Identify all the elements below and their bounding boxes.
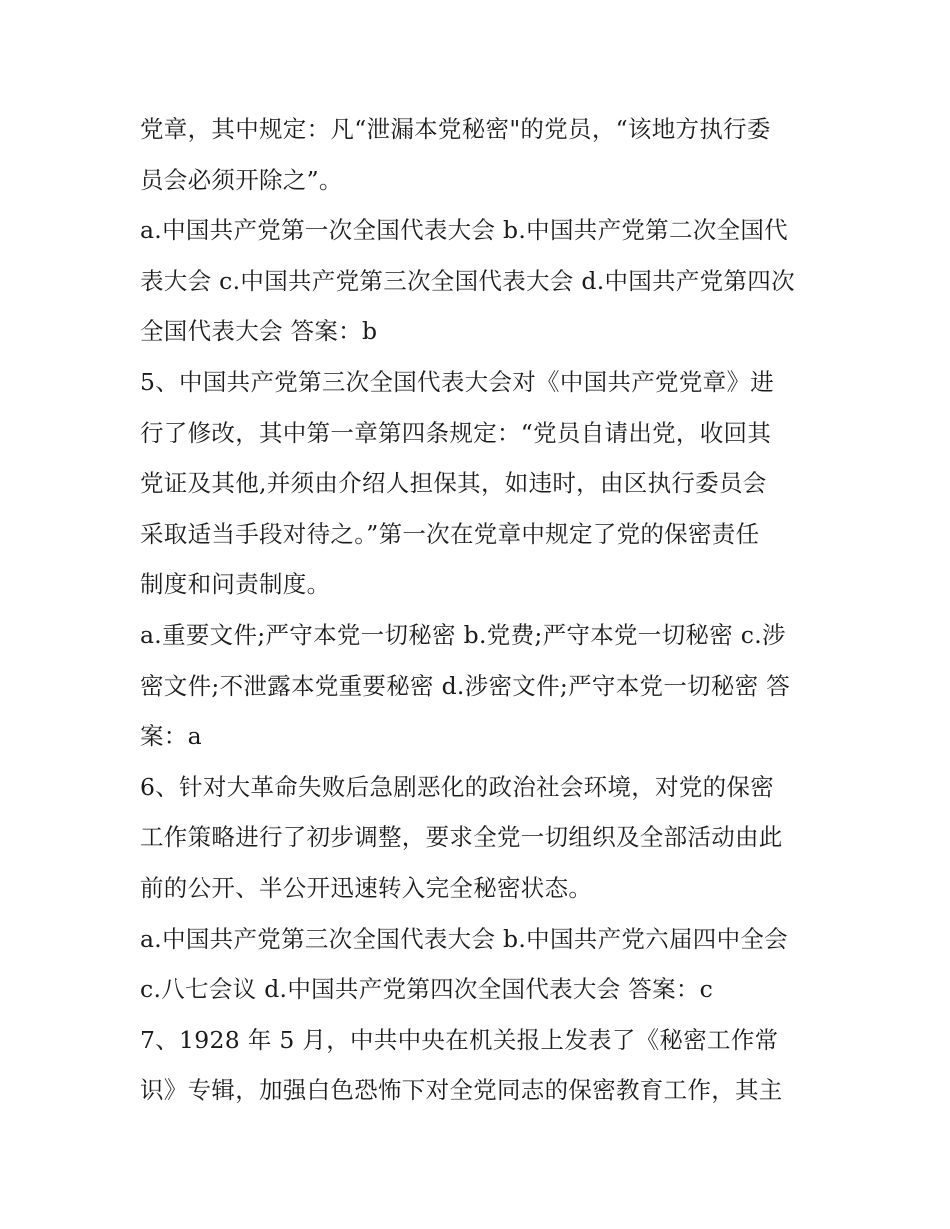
document-body [140,104,820,1116]
text-line: 识》专辑，加强白色恐怖下对全党同志的保密教育工作，其主 [140,1076,783,1105]
text-line: 案：a [140,722,202,751]
text-line: 前的公开、半公开迅速转入完全秘密状态。 [140,873,593,902]
text-line: 7、1928 年 5 月，中共中央在机关报上发表了《秘密工作常 [140,1025,779,1054]
text-line: a.中国共产党第三次全国代表大会 b.中国共产党六届四中全会 [140,924,788,953]
text-line: 党证及其他,并须由介绍人担保其，如违时，由区执行委员会 [140,469,767,498]
text-line: a.重要文件;严守本党一切秘密 b.党费;严守本党一切秘密 c.涉 [140,620,786,649]
text-line: 制度和问责制度。 [140,570,331,599]
text-line: 密文件;不泄露本党重要秘密 d.涉密文件;严守本党一切秘密 答 [140,671,791,700]
text-line: c.八七会议 d.中国共产党第四次全国代表大会 答案：c [140,975,714,1004]
text-line: a.中国共产党第一次全国代表大会 b.中国共产党第二次全国代 [140,216,788,245]
text-line: 5、中国共产党第三次全国代表大会对《中国共产党党章》进 [140,367,775,396]
text-line: 党章，其中规定：凡“泄漏本党秘密"的党员，“该地方执行委 [140,115,771,143]
text-line: 员会必须开除之”。 [140,165,343,194]
text-line: 6、针对大革命失败后急剧恶化的政治社会环境，对党的保密 [140,772,775,801]
text-line: 表大会 c.中国共产党第三次全国代表大会 d.中国共产党第四次 [140,266,795,295]
text-line: 全国代表大会 答案：b [140,317,378,346]
text-line: 工作策略进行了初步调整，要求全党一切组织及全部活动由此 [140,823,783,852]
text-line: 采取适当手段对待之。”第一次在党章中规定了党的保密责任 [140,519,760,548]
text-line: 行了修改，其中第一章第四条规定：“党员自请出党，收回其 [140,418,772,447]
